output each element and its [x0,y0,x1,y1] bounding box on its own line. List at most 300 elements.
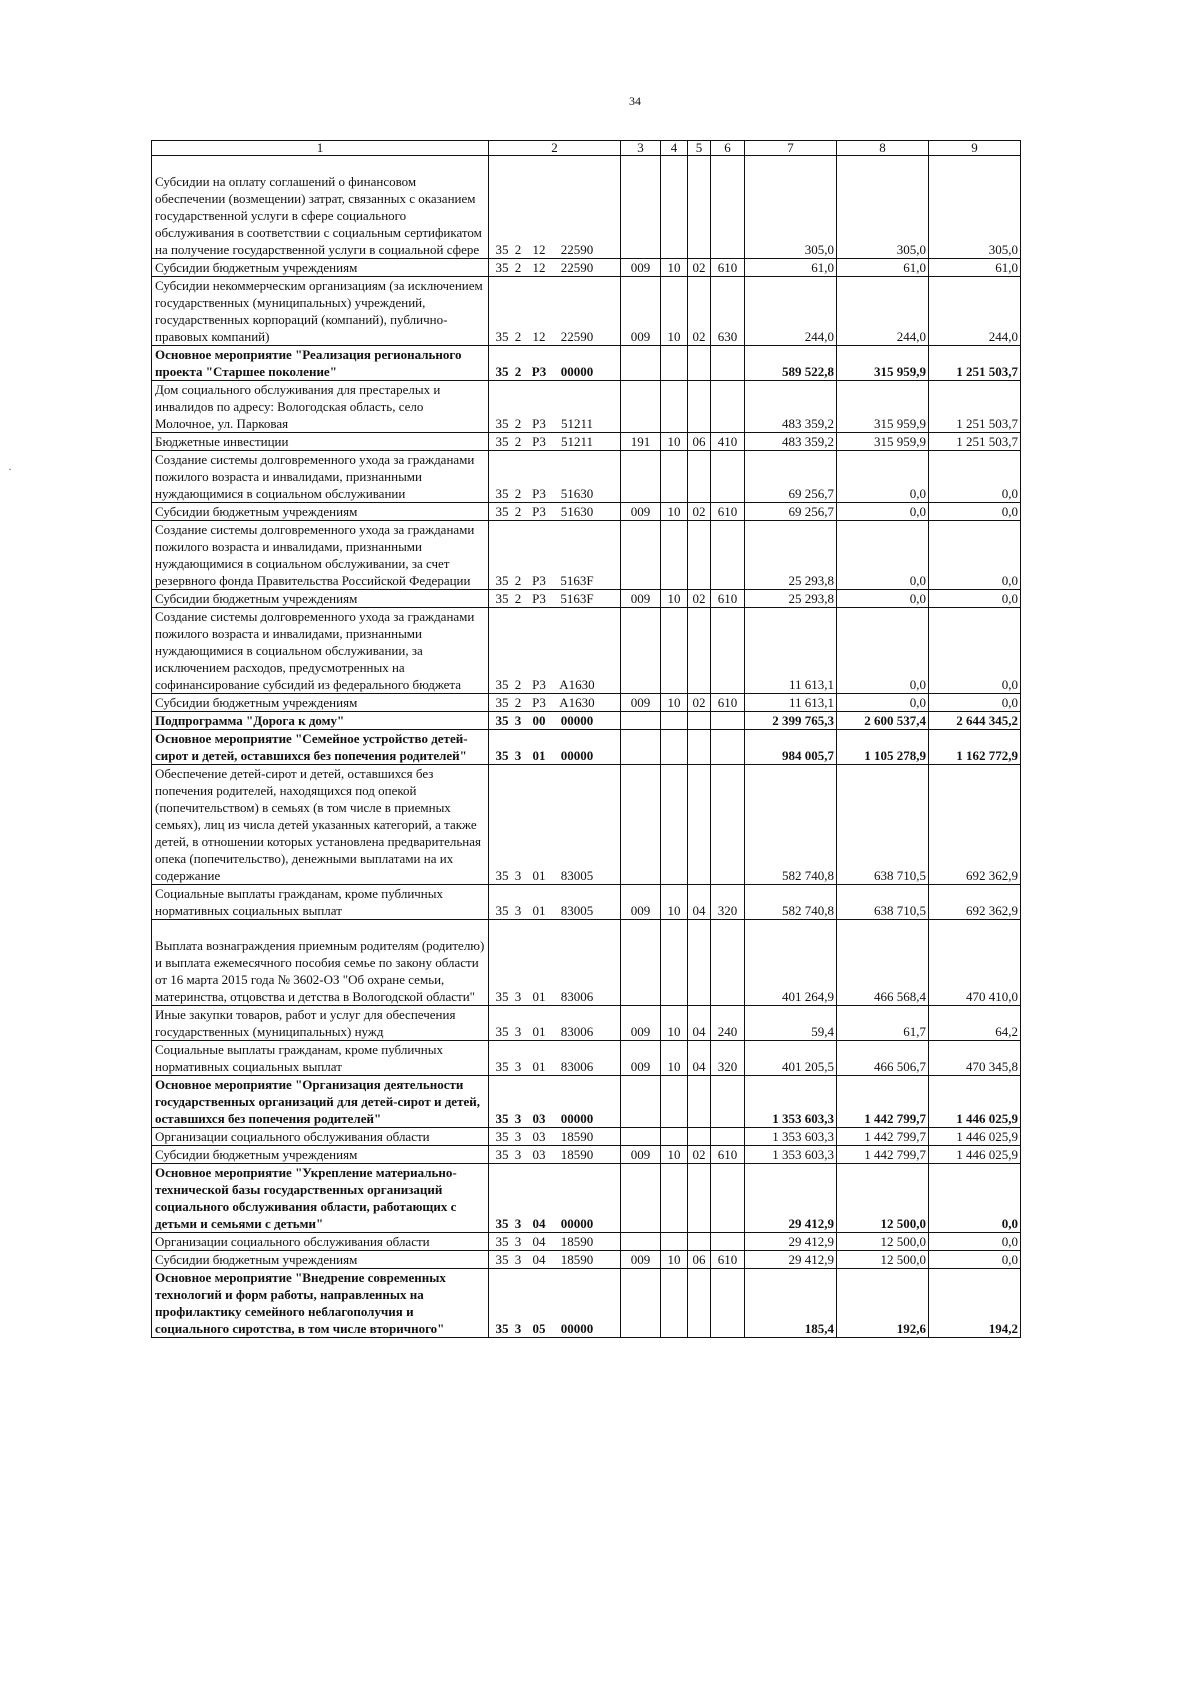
budget-code [489,885,621,920]
budget-code-part: 3 [514,748,522,763]
ministry-code [621,1233,661,1251]
table-row [152,451,1021,503]
budget-code-part: 35 [495,989,509,1004]
budget-code-part: 3 [514,868,522,883]
row-name [152,433,489,451]
budget-code-part: 04 [532,1234,546,1249]
amount-year-2: 61,0 [837,259,929,277]
section-code [661,730,688,765]
table-row [152,1164,1021,1233]
budget-code [489,1041,621,1076]
ministry-code [621,156,661,259]
row-name-text: Социальные выплаты гражданам, кроме публичных нормативных социальных выплат [155,1042,443,1074]
budget-code-part: P3 [532,504,546,519]
budget-code-part: 35 [495,1321,509,1336]
expense-type-code [711,156,745,259]
amount-year-3: 61,0 [929,259,1021,277]
budget-code-part: 18590 [560,1252,594,1267]
amount-year-2: 1 442 799,7 [837,1128,929,1146]
row-name-text: Создание системы долговременного ухода за гражданами пожилого возраста и инвалидами, признанными нуждающимися в социальном обслуживании, за исключением расходов, предусмотренных на софинансирование субсидий из федерального бюджета [155,609,475,692]
row-name [152,608,489,694]
amount-year-2: 315 959,9 [837,433,929,451]
table-row [152,694,1021,712]
budget-code-part: 35 [495,1059,509,1074]
table-row [152,885,1021,920]
expense-type-code [711,451,745,503]
row-name [152,730,489,765]
budget-code-part: 00000 [560,1111,594,1126]
budget-code-part: 22590 [560,260,594,275]
budget-code [489,730,621,765]
ministry-code [621,381,661,433]
ministry-code: 009 [621,1146,661,1164]
amount-year-1: 59,4 [745,1006,837,1041]
section-code [661,381,688,433]
subsection-code [688,765,711,885]
amount-year-3: 305,0 [929,156,1021,259]
budget-code [489,277,621,346]
row-name-text: Организации социального обслуживания области [155,1234,430,1249]
ministry-code [621,451,661,503]
budget-code-part: 00000 [560,364,594,379]
section-code [661,920,688,1006]
section-code [661,451,688,503]
row-name-text: Основное мероприятие "Организация деятельности государственных организаций для детей-сирот и детей, оставшихся без попечения родителей" [155,1077,480,1126]
subsection-code: 02 [688,259,711,277]
amount-year-3: 1 251 503,7 [929,346,1021,381]
ministry-code [621,608,661,694]
table-row [152,346,1021,381]
budget-code-part: 2 [514,591,522,606]
budget-code-part: A1630 [559,695,595,710]
amount-year-1: 2 399 765,3 [745,712,837,730]
row-name [152,590,489,608]
row-name-text: Основное мероприятие "Реализация регионального проекта "Старшее поколение" [155,347,462,379]
section-code [661,346,688,381]
amount-year-2: 0,0 [837,503,929,521]
subsection-code [688,920,711,1006]
budget-code-part: 01 [532,903,546,918]
budget-code [489,1128,621,1146]
amount-year-3: 0,0 [929,451,1021,503]
row-name [152,451,489,503]
table-row [152,1076,1021,1128]
budget-code-part: 03 [532,1147,546,1162]
expense-type-code [711,521,745,590]
section-code: 10 [661,694,688,712]
row-name [152,156,489,259]
table-row [152,1006,1021,1041]
row-name-text: Субсидии бюджетным учреждениям [155,1252,358,1267]
budget-code-part: P3 [532,486,546,501]
amount-year-2: 61,7 [837,1006,929,1041]
budget-code-part: P3 [532,573,546,588]
budget-code-part: 22590 [560,329,594,344]
budget-code [489,433,621,451]
row-name-text: Основное мероприятие "Укрепление материально-технической базы государственных организаций социального обслуживания области, работающих с детьми и семьями с детьми" [155,1165,457,1231]
amount-year-3: 194,2 [929,1269,1021,1338]
expense-type-code [711,920,745,1006]
table-row [152,433,1021,451]
amount-year-3: 692 362,9 [929,765,1021,885]
budget-code-part: 12 [532,329,546,344]
budget-code-part: 35 [495,713,509,728]
amount-year-3: 0,0 [929,1251,1021,1269]
table-row [152,590,1021,608]
subsection-code [688,346,711,381]
amount-year-3: 0,0 [929,694,1021,712]
budget-code-part: 2 [514,260,522,275]
budget-code-part: A1630 [559,677,595,692]
budget-code-part: 5163F [560,573,594,588]
amount-year-3: 0,0 [929,1164,1021,1233]
ministry-code: 009 [621,694,661,712]
row-name-text: Создание системы долговременного ухода за гражданами пожилого возраста и инвалидами, признанными нуждающимися в социальном обслуживании [155,452,475,501]
section-code: 10 [661,259,688,277]
table-row [152,277,1021,346]
amount-year-1: 483 359,2 [745,433,837,451]
amount-year-2: 638 710,5 [837,765,929,885]
subsection-code [688,1128,711,1146]
table-row [152,712,1021,730]
amount-year-2: 466 506,7 [837,1041,929,1076]
budget-code-part: 03 [532,1111,546,1126]
row-name [152,1251,489,1269]
table-row [152,1269,1021,1338]
amount-year-2: 305,0 [837,156,929,259]
amount-year-3: 64,2 [929,1006,1021,1041]
amount-year-1: 1 353 603,3 [745,1128,837,1146]
table-row [152,1251,1021,1269]
amount-year-1: 582 740,8 [745,885,837,920]
amount-year-3: 1 446 025,9 [929,1146,1021,1164]
ministry-code [621,730,661,765]
ministry-code [621,1269,661,1338]
budget-code-part: 35 [495,434,509,449]
expense-type-code: 610 [711,1251,745,1269]
ministry-code [621,712,661,730]
amount-year-1: 1 353 603,3 [745,1076,837,1128]
row-name [152,885,489,920]
ministry-code: 009 [621,259,661,277]
expense-type-code: 630 [711,277,745,346]
budget-code-part: 35 [495,573,509,588]
amount-year-2: 0,0 [837,451,929,503]
table-row [152,1128,1021,1146]
budget-code-part: 3 [514,1147,522,1162]
row-name-text: Организации социального обслуживания области [155,1129,430,1144]
section-code: 10 [661,885,688,920]
section-code [661,1164,688,1233]
row-name [152,1076,489,1128]
row-name-text: Субсидии бюджетным учреждениям [155,260,358,275]
table-row [152,608,1021,694]
row-name [152,1006,489,1041]
row-name-text: Субсидии некоммерческим организациям (за исключением государственных (муниципальных) учреждений, государственных корпораций (компаний), публично-правовых компаний) [155,278,483,344]
budget-code-part: 12 [532,242,546,257]
ministry-code [621,521,661,590]
amount-year-3: 1 446 025,9 [929,1128,1021,1146]
budget-code-part: 3 [514,1111,522,1126]
expense-type-code [711,1128,745,1146]
amount-year-1: 11 613,1 [745,608,837,694]
row-name [152,1128,489,1146]
budget-code [489,503,621,521]
budget-code-part: 2 [514,486,522,501]
expense-type-code [711,712,745,730]
amount-year-1: 1 353 603,3 [745,1146,837,1164]
budget-code [489,381,621,433]
budget-code [489,590,621,608]
amount-year-3: 1 251 503,7 [929,433,1021,451]
amount-year-2: 466 568,4 [837,920,929,1006]
page-number: 34 [629,94,641,108]
amount-year-3: 244,0 [929,277,1021,346]
section-code: 10 [661,1006,688,1041]
section-code [661,1128,688,1146]
ministry-code: 009 [621,1006,661,1041]
section-code [661,1269,688,1338]
budget-code-part: 83006 [560,989,594,1004]
header-col-1: 1 [152,141,489,156]
amount-year-2: 315 959,9 [837,346,929,381]
header-col-5: 5 [688,141,711,156]
amount-year-2: 0,0 [837,608,929,694]
budget-code-part: 35 [495,1216,509,1231]
amount-year-3: 1 446 025,9 [929,1076,1021,1128]
expense-type-code: 410 [711,433,745,451]
budget-code-part: 00000 [560,748,594,763]
budget-code [489,451,621,503]
budget-code-part: 18590 [560,1234,594,1249]
subsection-code [688,1164,711,1233]
budget-code-part: 35 [495,1147,509,1162]
ministry-code: 009 [621,1251,661,1269]
amount-year-2: 12 500,0 [837,1164,929,1233]
budget-code-part: 04 [532,1252,546,1267]
expense-type-code [711,765,745,885]
budget-code-part: 2 [514,416,522,431]
row-name [152,1146,489,1164]
header-col-3: 3 [621,141,661,156]
row-name [152,381,489,433]
subsection-code: 02 [688,694,711,712]
amount-year-2: 2 600 537,4 [837,712,929,730]
budget-code-part: 2 [514,364,522,379]
amount-year-3: 692 362,9 [929,885,1021,920]
budget-code-part: 2 [514,677,522,692]
row-name [152,712,489,730]
amount-year-3: 0,0 [929,1233,1021,1251]
amount-year-1: 11 613,1 [745,694,837,712]
section-code: 10 [661,277,688,346]
expense-type-code [711,1076,745,1128]
budget-code-part: 01 [532,1059,546,1074]
amount-year-1: 185,4 [745,1269,837,1338]
subsection-code [688,451,711,503]
budget-code-part: 05 [532,1321,546,1336]
row-name [152,277,489,346]
expense-type-code [711,1164,745,1233]
section-code [661,1233,688,1251]
table-header [152,141,1021,156]
budget-code [489,694,621,712]
expense-type-code: 240 [711,1006,745,1041]
budget-code [489,259,621,277]
row-name-text: Основное мероприятие "Внедрение современных технологий и форм работы, направленных на профилактику семейного неблагополучия и социального сиротства, в том числе вторичного" [155,1270,446,1336]
budget-code-part: 35 [495,695,509,710]
budget-code-part: 35 [495,260,509,275]
amount-year-1: 69 256,7 [745,451,837,503]
subsection-code [688,156,711,259]
row-name-text: Субсидии бюджетным учреждениям [155,591,358,606]
budget-code-part: 2 [514,434,522,449]
subsection-code [688,1233,711,1251]
budget-code [489,1006,621,1041]
table-row [152,259,1021,277]
budget-code-part: 35 [495,416,509,431]
budget-code-part: 01 [532,748,546,763]
budget-code [489,1269,621,1338]
amount-year-3: 0,0 [929,590,1021,608]
header-col-4: 4 [661,141,688,156]
row-name-text: Обеспечение детей-сирот и детей, оставшихся без попечения родителей, находящихся под опекой (попечительством) в семьях (в том числе в приемных семьях), лиц из числа детей указанных категорий, а также детей, в отношении которых установлена предварительная опека (попечительство), денежными выплатами на их содержание [155,766,482,883]
ministry-code: 009 [621,277,661,346]
budget-code-part: 35 [495,591,509,606]
subsection-code [688,381,711,433]
amount-year-3: 0,0 [929,503,1021,521]
budget-code [489,1076,621,1128]
amount-year-2: 0,0 [837,590,929,608]
row-name [152,1041,489,1076]
budget-code-part: 83006 [560,1059,594,1074]
budget-code-part: 3 [514,1129,522,1144]
budget-code-part: 83005 [560,868,594,883]
row-name [152,1233,489,1251]
amount-year-1: 25 293,8 [745,521,837,590]
ministry-code: 191 [621,433,661,451]
section-code [661,521,688,590]
budget-code-part: 01 [532,989,546,1004]
row-name-text: Основное мероприятие "Семейное устройство детей-сирот и детей, оставшихся без попечения родителей" [155,731,468,763]
table-row [152,1041,1021,1076]
amount-year-2: 1 105 278,9 [837,730,929,765]
budget-code-part: P3 [532,434,546,449]
amount-year-1: 29 412,9 [745,1164,837,1233]
ministry-code [621,1164,661,1233]
budget-code-part: 35 [495,486,509,501]
budget-code-part: P3 [532,591,546,606]
expense-type-code [711,1269,745,1338]
subsection-code [688,1076,711,1128]
section-code [661,712,688,730]
section-code: 10 [661,1146,688,1164]
budget-code-part: 3 [514,989,522,1004]
section-code: 10 [661,433,688,451]
amount-year-1: 61,0 [745,259,837,277]
table-body [152,156,1021,1338]
amount-year-2: 0,0 [837,521,929,590]
subsection-code [688,730,711,765]
row-name-text: Дом социального обслуживания для престарелых и инвалидов по адресу: Вологодская область, село Молочное, ул. Парковая [155,382,441,431]
subsection-code: 02 [688,277,711,346]
table-row [152,521,1021,590]
table-row [152,381,1021,433]
budget-code-part: 03 [532,1129,546,1144]
budget-code-part: 2 [514,242,522,257]
budget-code-part: 35 [495,868,509,883]
expense-type-code [711,346,745,381]
budget-code-part: 00 [532,713,546,728]
row-name [152,503,489,521]
amount-year-1: 29 412,9 [745,1233,837,1251]
amount-year-2: 244,0 [837,277,929,346]
subsection-code: 02 [688,503,711,521]
scan-mark: · [8,462,12,476]
table-row [152,1146,1021,1164]
header-col-6: 6 [711,141,745,156]
amount-year-3: 0,0 [929,608,1021,694]
budget-code-part: P3 [532,416,546,431]
budget-code-part: 35 [495,364,509,379]
budget-code-part: P3 [531,364,547,379]
ministry-code: 009 [621,1041,661,1076]
ministry-code: 009 [621,885,661,920]
budget-code [489,346,621,381]
subsection-code [688,608,711,694]
section-code [661,608,688,694]
amount-year-1: 25 293,8 [745,590,837,608]
ministry-code: 009 [621,503,661,521]
ministry-code [621,920,661,1006]
subsection-code: 04 [688,885,711,920]
amount-year-1: 483 359,2 [745,381,837,433]
table-row [152,730,1021,765]
header-col-8: 8 [837,141,929,156]
amount-year-2: 0,0 [837,694,929,712]
expense-type-code [711,730,745,765]
budget-code-part: 18590 [560,1147,594,1162]
amount-year-1: 244,0 [745,277,837,346]
budget-code-part: 22590 [560,242,594,257]
amount-year-3: 470 345,8 [929,1041,1021,1076]
section-code [661,156,688,259]
budget-code [489,1251,621,1269]
expense-type-code [711,381,745,433]
amount-year-1: 984 005,7 [745,730,837,765]
budget-code-part: 2 [514,695,522,710]
subsection-code [688,521,711,590]
budget-table-container [151,140,1021,1338]
budget-code-part: 5163F [560,591,594,606]
budget-code [489,920,621,1006]
row-name [152,694,489,712]
budget-code-part: 01 [532,1024,546,1039]
table-row [152,503,1021,521]
row-name-text: Подпрограмма "Дорога к дому" [155,713,345,728]
row-name-text: Субсидии бюджетным учреждениям [155,504,358,519]
amount-year-1: 401 205,5 [745,1041,837,1076]
row-name-text: Бюджетные инвестиции [155,434,289,449]
amount-year-1: 305,0 [745,156,837,259]
row-name-text: Субсидии на оплату соглашений о финансовом обеспечении (возмещении) затрат, связанных с оказанием государственной услуги в сфере социального обслуживания в соответствии с социальным сертификатом на получение государственной услуги в социальной сфере [155,174,482,257]
amount-year-3: 1 251 503,7 [929,381,1021,433]
budget-code-part: P3 [532,677,546,692]
ministry-code [621,765,661,885]
budget-code-part: 35 [495,903,509,918]
row-name [152,346,489,381]
row-name-text: Социальные выплаты гражданам, кроме публичных нормативных социальных выплат [155,886,443,918]
